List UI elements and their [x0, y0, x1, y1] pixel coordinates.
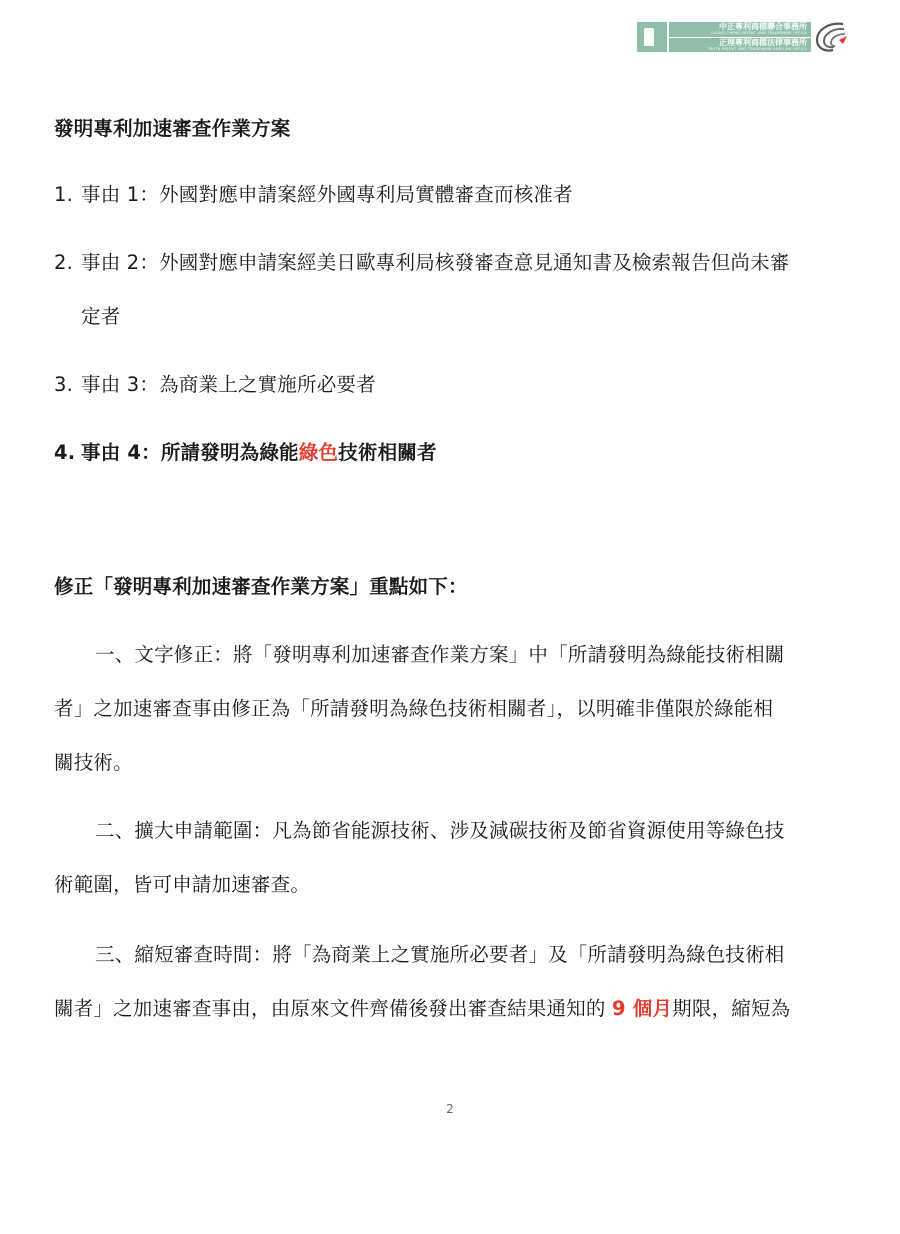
paragraph-line: [54, 996, 790, 1022]
paragraph-line: 一、文字修正：將「發明專利加速審查作業方案」中「所請發明為綠能技術相關: [95, 643, 785, 666]
paragraph-line: 二、擴大申請範圍：凡為節省能源技術、涉及減碳技術及節省資源使用等綠色技: [95, 819, 785, 842]
paragraph-line: 者」之加速審查事由修正為「所請發明為綠色技術相關者」，以明確非僅限於綠能相: [54, 697, 774, 720]
list-item: [54, 182, 573, 208]
logo-bar-top: [669, 22, 811, 37]
list-item-text: 事由 2：外國對應申請案經美日歐專利局核發審查意見通知書及檢索報告但尚未審: [81, 251, 790, 274]
paragraph-line: 關技術。: [54, 751, 133, 774]
paragraph-line: 三、縮短審查時間：將「為商業上之實施所必要者」及「所請發明為綠色技術相: [95, 943, 785, 966]
paragraph-text: 關者」之加速審查事由，由原來文件齊備後發出審查結果通知的: [54, 997, 612, 1020]
list-item-number: 1.: [54, 183, 74, 206]
list-item-text: 事由 3：為商業上之實施所必要者: [81, 373, 376, 396]
list-item-text-end: 技術相關者: [338, 441, 437, 464]
logo-firm-name-1: 中正專利商標聯合事務所: [719, 22, 807, 31]
paragraph-text-end: 期限，縮短為: [672, 997, 791, 1020]
list-item-number: 4.: [54, 441, 76, 464]
list-item: [54, 372, 376, 398]
section-subtitle: 修正「發明專利加速審查作業方案」重點如下：: [54, 575, 468, 598]
highlight-text: 綠色: [298, 441, 339, 464]
highlight-text: 9 個月: [612, 997, 673, 1020]
list-item-text: 事由 1：外國對應申請案經外國專利局實體審查而核准者: [81, 183, 573, 206]
logo-firm-name-2-en: TRUTH PATENT AND TRADEMARK AND LAW OFFICE: [707, 47, 807, 51]
logo-bar-bottom: [669, 38, 811, 52]
logo-firm-name-2: 正理專利商標法律事務所: [719, 38, 807, 47]
logo-swirl-icon: [813, 20, 849, 54]
header-logo: [637, 20, 849, 54]
list-item: [54, 440, 437, 466]
logo-emblem: [637, 22, 667, 52]
list-item: [54, 250, 790, 276]
list-item-number: 2.: [54, 251, 74, 274]
list-item-continuation: 定者: [81, 305, 121, 328]
page-number: 2: [446, 1102, 454, 1116]
logo-firm-name-1-en: CHUNG CHENG PATENT AND TRADEMARK OFFICE: [710, 31, 807, 35]
document-title: 發明專利加速審查作業方案: [54, 117, 291, 140]
paragraph-line: 術範圍，皆可申請加速審查。: [54, 873, 311, 896]
list-item-number: 3.: [54, 373, 74, 396]
list-item-text: 事由 4：所請發明為綠能: [81, 441, 299, 464]
